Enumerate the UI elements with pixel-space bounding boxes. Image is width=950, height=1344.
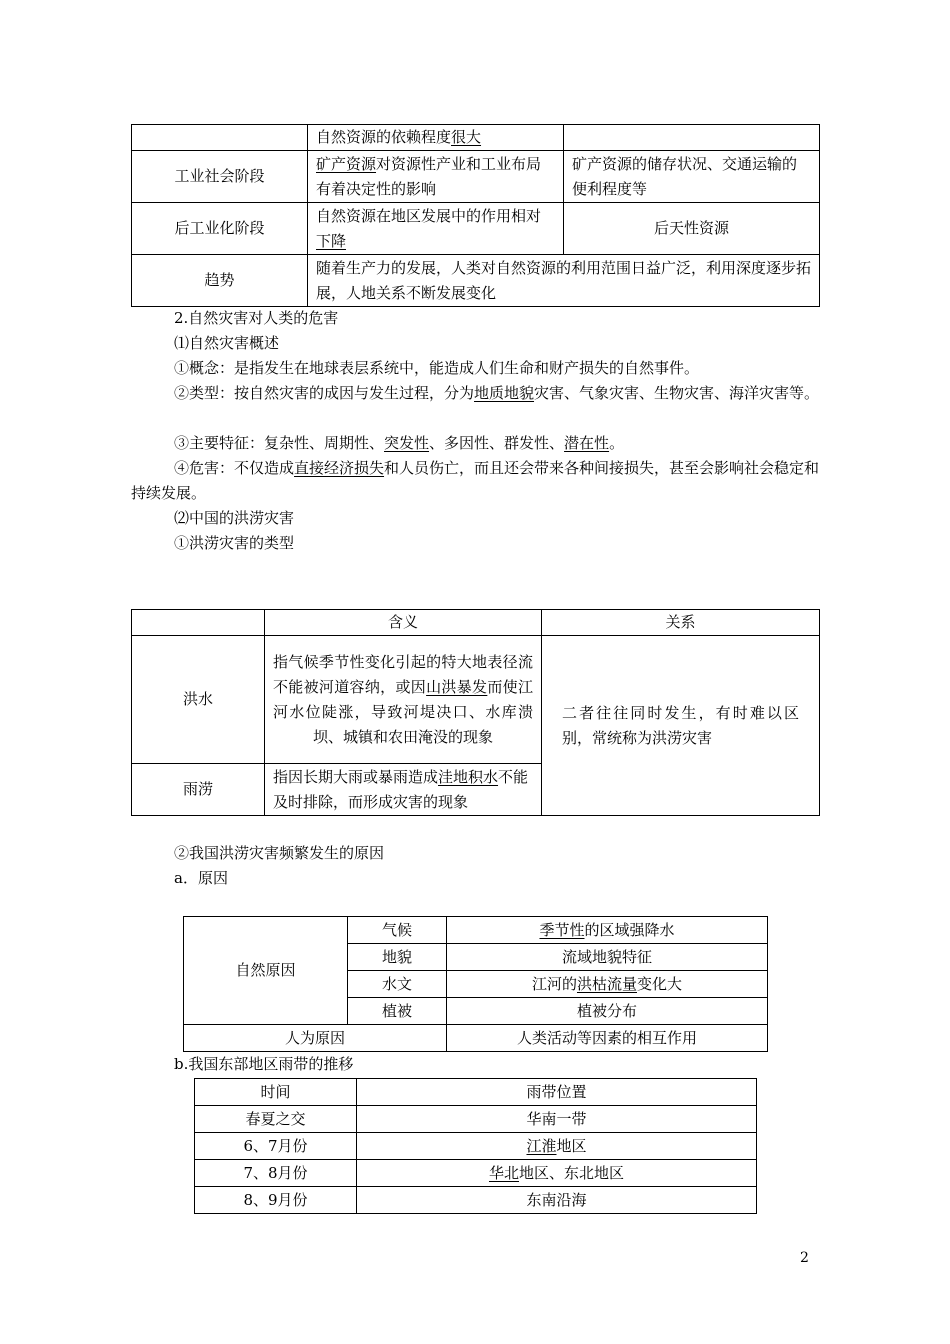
table-cell: 植被分布 (447, 998, 768, 1025)
paragraph: b.我国东部地区雨带的推移 (174, 1055, 354, 1073)
table-cell: 华南一带 (357, 1106, 757, 1133)
paragraph: a．原因 (174, 869, 228, 887)
table-cell: 水文 (348, 971, 447, 998)
table-cell: 矿产资源的储存状况、交通运输的便利程度等 (564, 151, 820, 203)
table-cell: 人为原因 (184, 1025, 447, 1052)
table-cell: 洪水 (132, 636, 265, 764)
table-cell: 指气候季节性变化引起的特大地表径流不能被河道容纳，或因山洪暴发而使江河水位陡涨，导致河堤决口、水库溃坝、城镇和农田淹没的现象 (265, 636, 542, 764)
table-cell: 趋势 (132, 255, 308, 307)
table-cell: 气候 (348, 917, 447, 944)
table-cell: 6、7月份 (195, 1133, 357, 1160)
subheading: ⑴自然灾害概述 (174, 334, 280, 352)
paragraph: ③主要特征：复杂性、周期性、突发性、多因性、群发性、潜在性。 (174, 434, 625, 452)
table-cell: 江淮地区 (357, 1133, 757, 1160)
paragraph: ①洪涝灾害的类型 (174, 534, 295, 552)
table-cell: 矿产资源对资源性产业和工业布局有着决定性的影响 (308, 151, 564, 203)
table-cell: 植被 (348, 998, 447, 1025)
table-cell: 8、9月份 (195, 1187, 357, 1214)
table-cell (132, 610, 265, 636)
table-cell: 流域地貌特征 (447, 944, 768, 971)
table-cell: 自然资源在地区发展中的作用相对下降 (308, 203, 564, 255)
flood-type-table (131, 609, 820, 816)
table-cell: 随着生产力的发展，人类对自然资源的利用范围日益广泛，利用深度逐步拓展，人地关系不断发展变化 (308, 255, 820, 307)
table-cell: 后天性资源 (564, 203, 820, 255)
table-cell: 工业社会阶段 (132, 151, 308, 203)
table-cell: 二者往往同时发生，有时难以区别，常统称为洪涝灾害 (542, 636, 820, 816)
table-cell (132, 125, 308, 151)
paragraph: ①概念：是指发生在地球表层系统中，能造成人们生命和财产损失的自然事件。 (174, 359, 700, 377)
resource-stage-table (131, 124, 820, 307)
table-cell: 华北地区、东北地区 (357, 1160, 757, 1187)
table-header: 时间 (195, 1079, 357, 1106)
table-cell: 后工业化阶段 (132, 203, 308, 255)
table-cell: 自然原因 (184, 917, 348, 1025)
subheading: ⑵中国的洪涝灾害 (174, 509, 295, 527)
table-cell: 指因长期大雨或暴雨造成洼地积水不能及时排除，而形成灾害的现象 (265, 764, 542, 816)
rain-belt-table (194, 1078, 757, 1214)
paragraph: ④危害：不仅造成直接经济损失和人员伤亡，而且还会带来各种间接损失，甚至会影响社会稳定和持续发展。 (131, 459, 820, 502)
table-cell: 季节性的区域强降水 (447, 917, 768, 944)
paragraph: ②我国洪涝灾害频繁发生的原因 (174, 844, 385, 862)
table-cell: 人类活动等因素的相互作用 (447, 1025, 768, 1052)
page-number: 2 (800, 1250, 809, 1266)
table-cell (564, 125, 820, 151)
table-header: 雨带位置 (357, 1079, 757, 1106)
section-heading: 2.自然灾害对人类的危害 (174, 309, 339, 327)
table-header: 含义 (265, 610, 542, 636)
table-cell: 江河的洪枯流量变化大 (447, 971, 768, 998)
flood-cause-table (183, 916, 768, 1052)
table-cell: 地貌 (348, 944, 447, 971)
table-cell: 自然资源的依赖程度很大 (308, 125, 564, 151)
paragraph: ②类型：按自然灾害的成因与发生过程，分为地质地貌灾害、气象灾害、生物灾害、海洋灾害等。 (174, 384, 820, 402)
table-cell: 雨涝 (132, 764, 265, 816)
table-cell: 7、8月份 (195, 1160, 357, 1187)
table-cell: 春夏之交 (195, 1106, 357, 1133)
table-cell: 东南沿海 (357, 1187, 757, 1214)
table-header: 关系 (542, 610, 820, 636)
